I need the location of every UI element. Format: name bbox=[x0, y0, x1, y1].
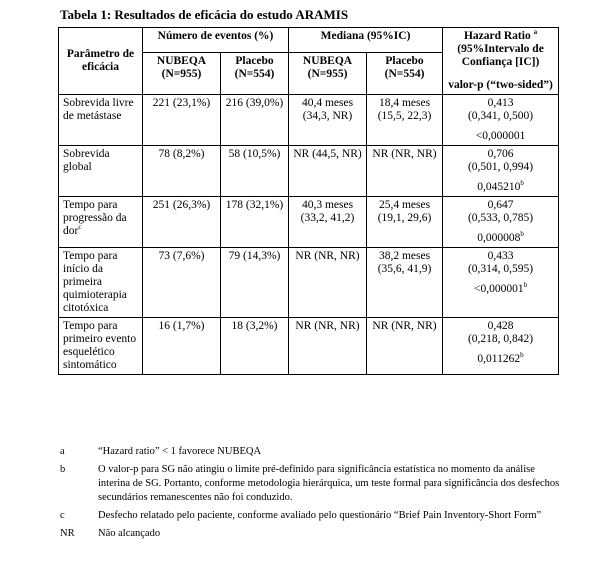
footnote-key: NR bbox=[60, 528, 75, 539]
param-text: Tempo para início da primeira quimioterapia citotóxica bbox=[63, 250, 127, 314]
cell-median-placebo: 25,4 meses (19,1, 29,6) bbox=[367, 197, 443, 248]
ci-value: (0,314, 0,595) bbox=[467, 263, 534, 275]
ci-value: (0,341, 0,500) bbox=[467, 110, 534, 122]
header-events-group: Número de eventos (%) bbox=[143, 28, 289, 53]
cell-median-nubeqa: 40,4 meses (34,3, NR) bbox=[289, 95, 367, 146]
header-col-label: NUBEQA bbox=[302, 54, 353, 67]
cell-events-placebo: 79 (14,3%) bbox=[221, 248, 289, 318]
cell-events-nubeqa: 16 (1,7%) bbox=[143, 318, 221, 375]
header-col-n: (N=554) bbox=[234, 67, 275, 80]
header-col-n: (N=554) bbox=[384, 67, 425, 80]
p-value: <0,000001 bbox=[475, 130, 526, 142]
footnote-text: Desfecho relatado pelo paciente, conforme avaliado pelo questionário “Brief Pain Inventory-Short Form” bbox=[98, 510, 542, 521]
ci-value: (0,501, 0,994) bbox=[467, 161, 534, 173]
cell-median-nubeqa: NR (NR, NR) bbox=[289, 318, 367, 375]
cell-param bbox=[59, 318, 143, 375]
p-value: <0,000001 bbox=[473, 283, 524, 295]
cell-hr bbox=[443, 95, 559, 146]
ci-value: (0,218, 0,842) bbox=[467, 333, 534, 345]
header-col-label: Placebo bbox=[385, 54, 424, 67]
header-events-nubeqa bbox=[143, 52, 221, 94]
efficacy-table bbox=[58, 27, 559, 375]
p-sup: b bbox=[520, 230, 524, 239]
p-sup: b bbox=[520, 179, 524, 188]
header-hr-ci-label: (95%Intervalo de Confiança [IC]) bbox=[457, 43, 544, 68]
cell-param bbox=[59, 197, 143, 248]
param-text: Tempo para progressão da dor bbox=[63, 199, 127, 237]
param-sup: c bbox=[78, 223, 82, 232]
footnote-b bbox=[60, 463, 560, 505]
cell-param bbox=[59, 146, 143, 197]
header-median-group: Mediana (95%IC) bbox=[289, 28, 443, 53]
cell-median-placebo: 18,4 meses (15,5, 22,3) bbox=[367, 95, 443, 146]
p-value: 0,045210 bbox=[477, 181, 521, 193]
cell-events-nubeqa: 78 (8,2%) bbox=[143, 146, 221, 197]
cell-median-nubeqa: NR (NR, NR) bbox=[289, 248, 367, 318]
table-row bbox=[59, 197, 559, 248]
p-value: 0,011262 bbox=[477, 353, 521, 365]
footnote-text: “Hazard ratio” < 1 favorece NUBEQA bbox=[98, 446, 262, 457]
header-col-label: NUBEQA bbox=[156, 54, 207, 67]
hr-value: 0,428 bbox=[487, 320, 514, 332]
hr-value: 0,706 bbox=[487, 148, 514, 160]
ci-value: (0,533, 0,785) bbox=[467, 212, 534, 224]
footnote-text: Não alcançado bbox=[98, 528, 161, 539]
header-pval-label: valor-p (“two-sided”) bbox=[448, 79, 553, 91]
p-sup: b bbox=[523, 281, 528, 290]
footnote-c bbox=[60, 509, 560, 523]
table-row bbox=[59, 318, 559, 375]
table-row bbox=[59, 248, 559, 318]
cell-events-placebo: 58 (10,5%) bbox=[221, 146, 289, 197]
cell-median-placebo: 38,2 meses (35,6, 41,9) bbox=[367, 248, 443, 318]
cell-events-nubeqa: 221 (23,1%) bbox=[143, 95, 221, 146]
header-col-label: Placebo bbox=[235, 54, 274, 67]
cell-hr bbox=[443, 248, 559, 318]
footnote-text: O valor-p para SG não atingiu o limite pré-definido para significância estatística no momento da análise interina de SG. Portanto, conforme metodologia hierárquica, um teste formal para significância dos desfechos secundários remanescentes não foi conduzido. bbox=[98, 464, 560, 503]
hr-value: 0,647 bbox=[487, 199, 514, 211]
footnote-key: b bbox=[60, 464, 66, 475]
cell-events-placebo: 178 (32,1%) bbox=[221, 197, 289, 248]
cell-param bbox=[59, 95, 143, 146]
cell-events-placebo: 216 (39,0%) bbox=[221, 95, 289, 146]
cell-hr bbox=[443, 146, 559, 197]
header-events-placebo bbox=[221, 52, 289, 94]
header-hr bbox=[443, 28, 559, 95]
header-col-n: (N=955) bbox=[161, 67, 202, 80]
cell-median-nubeqa: 40,3 meses (33,2, 41,2) bbox=[289, 197, 367, 248]
header-param bbox=[59, 28, 143, 95]
cell-events-placebo: 18 (3,2%) bbox=[221, 318, 289, 375]
hr-value: 0,433 bbox=[487, 250, 514, 262]
hr-value: 0,413 bbox=[487, 97, 514, 109]
header-hr-label: Hazard Ratio bbox=[463, 30, 531, 42]
header-col-n: (N=955) bbox=[307, 67, 348, 80]
cell-median-placebo: NR (NR, NR) bbox=[367, 146, 443, 197]
header-row-1 bbox=[59, 28, 559, 53]
cell-median-placebo: NR (NR, NR) bbox=[367, 318, 443, 375]
cell-hr bbox=[443, 318, 559, 375]
footnote-key: c bbox=[60, 510, 65, 521]
header-median-nubeqa bbox=[289, 52, 367, 94]
footnotes bbox=[60, 445, 560, 545]
cell-events-nubeqa: 251 (26,3%) bbox=[143, 197, 221, 248]
cell-param bbox=[59, 248, 143, 318]
p-value: 0,000008 bbox=[477, 232, 521, 244]
footnote-a bbox=[60, 445, 560, 459]
p-sup: b bbox=[520, 351, 524, 360]
cell-hr bbox=[443, 197, 559, 248]
header-median-placebo bbox=[367, 52, 443, 94]
header-hr-sup: a bbox=[533, 28, 538, 37]
footnote-key: a bbox=[60, 446, 65, 457]
param-text: Tempo para primeiro evento esquelético sintomático bbox=[63, 320, 137, 371]
footnote-nr bbox=[60, 527, 560, 541]
table-title: Tabela 1: Resultados de eficácia do estudo ARAMIS bbox=[60, 7, 349, 22]
table-row bbox=[59, 95, 559, 146]
table-row bbox=[59, 146, 559, 197]
header-param-label: Parâmetro de eficácia bbox=[66, 48, 135, 73]
param-text: Sobrevida livre de metástase bbox=[63, 97, 134, 122]
cell-median-nubeqa: NR (44,5, NR) bbox=[289, 146, 367, 197]
param-text: Sobrevida global bbox=[63, 148, 110, 173]
cell-events-nubeqa: 73 (7,6%) bbox=[143, 248, 221, 318]
